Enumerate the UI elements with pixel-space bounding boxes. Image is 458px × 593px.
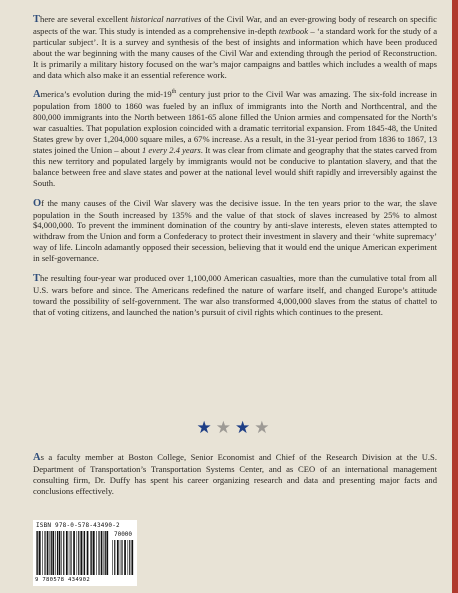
emphasis-text: historical narratives — [130, 14, 202, 24]
barcode-bar — [91, 531, 92, 575]
barcode-bar — [37, 531, 38, 575]
barcode-bar — [104, 531, 105, 575]
price-addon-number: 70000 — [113, 531, 133, 538]
drop-cap: A — [33, 89, 41, 101]
drop-cap: T — [33, 273, 41, 285]
barcode-bar — [121, 540, 122, 575]
barcode-bar — [83, 531, 84, 575]
star-divider — [33, 418, 437, 438]
barcode-bar — [117, 540, 119, 575]
barcode-bars — [36, 531, 110, 575]
addon-barcode-bars — [112, 540, 134, 575]
barcode-bar — [114, 540, 115, 575]
gray-star-icon: ★ — [254, 418, 274, 437]
barcode-bar — [50, 531, 51, 575]
barcode-bar — [69, 531, 70, 575]
emphasis-text: 1 every 2.4 years — [141, 144, 201, 155]
ean-digits: 9 780578 434902 — [35, 577, 91, 583]
barcode-bar — [131, 540, 133, 575]
barcode-bar — [59, 531, 61, 575]
barcode-bar — [93, 531, 95, 575]
barcode-bar — [98, 531, 99, 575]
spine-edge — [452, 0, 458, 593]
barcode-bar — [106, 531, 108, 575]
barcode-bar — [128, 540, 129, 575]
paragraph-text: he resulting four-year war produced over 1,100,000 American casualties, more than the cumulative total from all U.S. wars before and since. The Americans redefined the nature of warfare itself, and changed Europe’s attitude toward the possibility of self-government. The war also transformed 4,000,000 slaves from the status of chattel to that of voting citizens, and launched the nation’s pursuit of civil rights which continues to the present. — [33, 273, 437, 317]
barcode-bar — [63, 531, 64, 575]
isbn-label: ISBN 978-0-578-43490-2 — [36, 522, 120, 529]
isbn-barcode — [33, 520, 137, 586]
barcode-bar — [101, 531, 103, 575]
paragraph — [33, 273, 437, 318]
barcode-bar — [77, 531, 78, 575]
paragraph — [33, 14, 437, 80]
barcode-bar — [70, 531, 71, 575]
barcode-bar — [51, 531, 52, 575]
barcode-bar — [52, 531, 54, 575]
barcode-bar — [84, 531, 85, 575]
barcode-bar — [90, 531, 91, 575]
barcode-bar — [105, 531, 106, 575]
drop-cap: T — [33, 14, 41, 25]
barcode-bar — [44, 531, 45, 575]
paragraph-text: f the many causes of the Civil War slavery was the decisive issue. In the ten years prior to the war, the slave population in the South increased by 135% and the value of that stock of slaves increased by 25% to almost $4,000,000. To prevent the imminent domination of the country by anti-slave interests, eleven states attempted to withdraw from the Union and form a Confederacy to protect their investment in slavery and their ‘white supremacy’ way of life. Lincoln adamantly opposed their secession, believing that it would end the unique American experiment in self-governance. — [33, 197, 437, 264]
barcode-bar — [129, 540, 130, 575]
paragraph — [33, 89, 437, 188]
paragraph-text: century just prior to the Civil War was amazing. The six-fold increase in population from 1800 to 1860 was fueled by an influx of immigrants into the North and Northcentral, and the 800,000 immigrants into the North between 1861-65 alone filled the Union armies and compensated for the North’s war casualties. That population explosion coincided with a dramatic territorial expansion. From 1845-48, the United States grew by over 1,204,000 square miles, a 67% increase. As a result, in the 31-year period from 1836 to 1867, 13 states joined the Union – about — [33, 89, 437, 155]
paragraph — [33, 198, 437, 264]
drop-cap: O — [33, 197, 42, 209]
barcode-bar — [78, 531, 79, 575]
barcode-bar — [73, 531, 75, 575]
barcode-bar — [66, 531, 68, 575]
barcode-bar — [120, 540, 121, 575]
barcode-bar — [61, 531, 62, 575]
barcode-bar — [36, 531, 37, 575]
barcode-bar — [80, 531, 82, 575]
paragraph-text: th — [171, 89, 177, 96]
barcode-bar — [47, 531, 49, 575]
barcode-bar — [39, 531, 41, 575]
back-cover-text — [33, 14, 438, 496]
barcode-bar — [87, 531, 89, 575]
gray-star-icon: ★ — [215, 418, 235, 437]
emphasis-text: textbook — [278, 25, 309, 36]
barcode-bar — [42, 531, 43, 575]
blue-star-icon: ★ — [196, 418, 216, 437]
barcode-bar — [57, 531, 58, 575]
barcode-bar — [124, 540, 126, 575]
blue-star-icon: ★ — [235, 418, 255, 437]
paragraph-text: here are several excellent — [40, 14, 131, 24]
paragraph-text: . It was clear from climate and geography that the states carved from this new territory and populated largely by immigrants would not be conducive to plantation slavery, and that the balance between free and slave states and power at the national level would shift rapidly and irreversibly against the South. — [33, 144, 437, 188]
paragraph-text: of the Civil War, and an ever-growing body of research on specific aspects of the war. This study is intended as a comprehensive in-depth — [33, 14, 437, 36]
description-paragraphs — [33, 14, 437, 318]
author-bio-text: s a faculty member at Boston College, Senior Economist and Chief of the Research Division at the U.S. Department of Transportation’s Transportation Systems Center, and as CEO of an international management consulting firm, Dr. Duffy has spent his career organizing research and data and presenting major facts and conclusions effectively. — [33, 452, 437, 496]
barcode-bar — [96, 531, 97, 575]
barcode-bar — [55, 531, 56, 575]
paragraph-text: – ‘a standard work for the study of a particular subject’. It is a survey and synthesis of the best of insights and information which have been produced about the war beginning with the many causes of the Civil War and extending through the period of Reconstruction. It is primarily a military history focused on the war’s major campaigns and battles which includes a wealth of maps and data which also make it an essential reference work. — [33, 25, 438, 80]
author-bio — [33, 452, 437, 497]
drop-cap: A — [33, 452, 41, 463]
barcode-bar — [112, 540, 113, 575]
paragraph-text: merica’s evolution during the mid-19 — [40, 89, 172, 100]
